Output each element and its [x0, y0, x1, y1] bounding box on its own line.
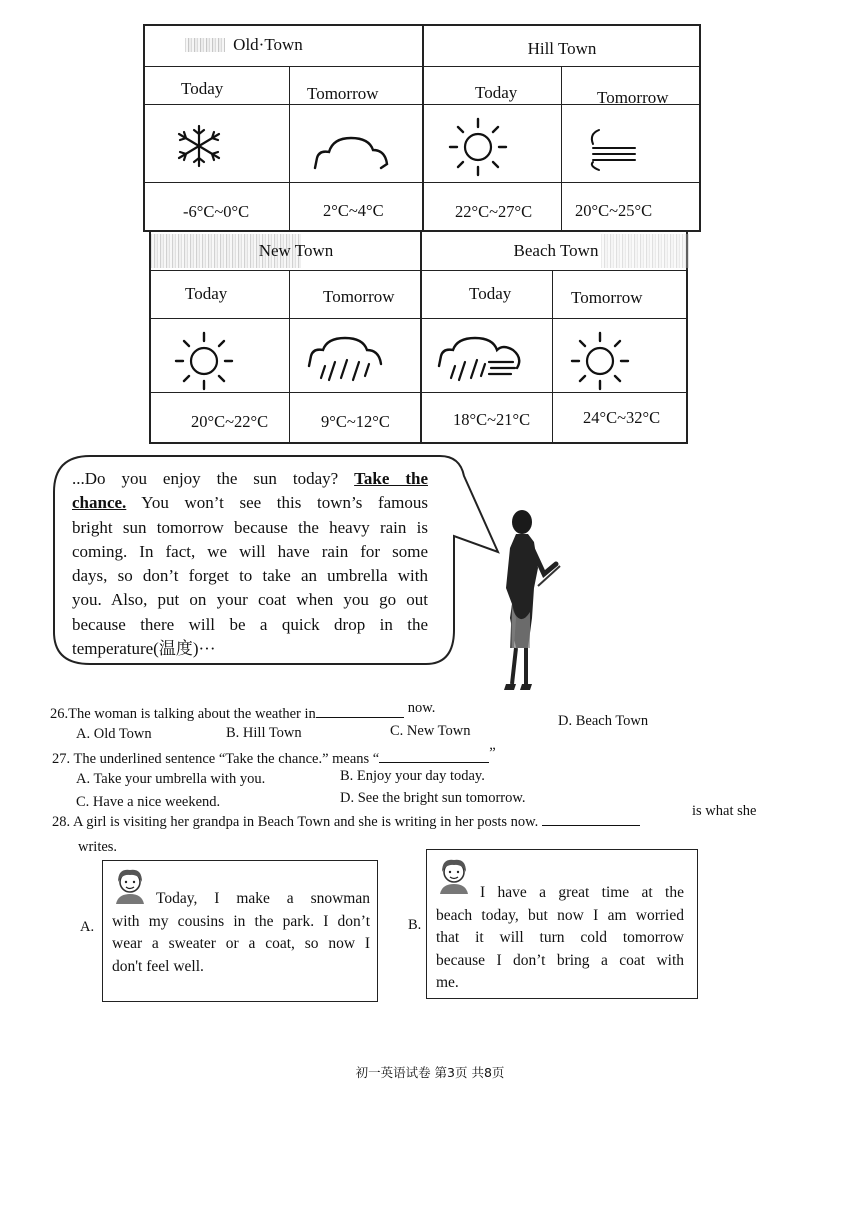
- day-label: Tomorrow: [323, 287, 395, 306]
- sunny-icon: [173, 330, 235, 392]
- day-label: Today: [181, 79, 224, 98]
- divider: [420, 232, 422, 442]
- temperature: -6°C~0°C: [183, 202, 250, 221]
- post-line: don't feel well.: [112, 957, 204, 975]
- divider: [289, 66, 290, 232]
- town-name: Beach Town: [513, 241, 599, 260]
- divider: [422, 26, 424, 232]
- bubble-line: bright sun tomorrow because the heavy rain is: [72, 517, 428, 537]
- post-line: with my cousins in the park. I don’t: [112, 912, 370, 930]
- bubble-text: [72, 467, 428, 661]
- question-continuation: writes.: [78, 839, 118, 855]
- option-b-label[interactable]: B.: [408, 917, 422, 933]
- town-name: New Town: [258, 241, 334, 260]
- temperature: 24°C~32°C: [583, 408, 661, 427]
- weather-table-top: [143, 24, 701, 232]
- answer-blank[interactable]: [379, 748, 489, 763]
- divider: [552, 270, 553, 442]
- option[interactable]: D. See the bright sun tomorrow.: [340, 790, 526, 806]
- question-tail: is what she: [692, 803, 757, 819]
- storm-icon: [433, 336, 525, 386]
- option[interactable]: B. Enjoy your day today.: [340, 768, 485, 784]
- sunny-icon: [447, 116, 509, 178]
- weather-table-bottom: [149, 232, 688, 444]
- post-line: beach today, but now I am worried: [436, 906, 684, 924]
- question-tail: ”: [489, 745, 496, 761]
- option[interactable]: A. Old Town: [76, 726, 152, 742]
- temperature: 18°C~21°C: [453, 410, 531, 429]
- divider: [145, 182, 699, 183]
- town-name: Hill Town: [527, 39, 597, 58]
- question-tail: now.: [407, 700, 436, 716]
- option[interactable]: C. Have a nice weekend.: [76, 794, 221, 810]
- divider: [561, 66, 562, 232]
- bubble-line: temperature(温度)···: [72, 639, 216, 659]
- woman-illustration: [498, 508, 568, 692]
- day-label: Today: [475, 83, 518, 102]
- question-stem: 27. The underlined sentence “Take the chance.” means “: [52, 751, 380, 767]
- bubble-line: [72, 491, 428, 515]
- day-label: Today: [185, 284, 228, 303]
- question-27: [52, 745, 496, 768]
- day-label: Tomorrow: [307, 84, 379, 103]
- temperature: 20°C~25°C: [575, 201, 653, 220]
- option-a-label[interactable]: A.: [80, 919, 95, 935]
- post-line: that it will turn cold tomorrow: [436, 929, 684, 946]
- rain-icon: [303, 336, 389, 386]
- question-26: [50, 700, 436, 723]
- question-stem: 28. A girl is visiting her grandpa in Beach Town and she is writing in her posts now.: [52, 814, 539, 830]
- answer-blank[interactable]: [316, 703, 404, 718]
- post-line: wear a sweater or a coat, so now I: [112, 935, 370, 952]
- sunny-icon: [569, 330, 631, 392]
- answer-blank[interactable]: [542, 811, 640, 826]
- temperature: 22°C~27°C: [455, 202, 533, 221]
- page-footer: 初一英语试卷 第3页 共8页: [355, 1065, 505, 1080]
- temperature: 20°C~22°C: [191, 412, 269, 431]
- cloudy-icon: [309, 130, 395, 172]
- option[interactable]: B. Hill Town: [226, 725, 302, 741]
- question-stem: 26.The woman is talking about the weather in: [50, 706, 316, 722]
- underlined-sentence: Take the: [354, 469, 428, 488]
- town-name: Old·Town: [233, 35, 303, 54]
- bubble-line: because there will be a quick drop in the: [72, 614, 428, 634]
- bubble-line: [72, 467, 428, 491]
- option[interactable]: C. New Town: [390, 723, 471, 739]
- bubble-sentence: You won’t see this town’s famous: [141, 493, 428, 513]
- divider: [289, 270, 290, 442]
- bubble-line: you. Also, put on your coat when you go out: [72, 590, 428, 610]
- underlined-sentence: chance.: [72, 493, 127, 513]
- temperature: 2°C~4°C: [323, 201, 384, 220]
- day-label: Tomorrow: [597, 88, 669, 107]
- divider: [151, 392, 686, 393]
- question-28: [52, 811, 640, 831]
- day-label: Tomorrow: [571, 288, 643, 307]
- post-text-a: [112, 888, 370, 978]
- post-text-b: [436, 882, 684, 995]
- post-line: I have a great time at the: [480, 884, 684, 901]
- post-line: because I don’t bring a coat with: [436, 951, 684, 969]
- bubble-line: days, so don’t forget to take an umbrella with: [72, 566, 428, 586]
- day-label: Today: [469, 284, 512, 303]
- temperature: 9°C~12°C: [321, 412, 390, 431]
- post-line: Today, I make a snowman: [156, 890, 370, 907]
- windy-icon: [585, 128, 641, 172]
- divider: [151, 270, 686, 271]
- snow-icon: [171, 124, 227, 168]
- option[interactable]: A. Take your umbrella with you.: [76, 771, 266, 787]
- option[interactable]: D. Beach Town: [558, 713, 649, 729]
- post-line: me.: [436, 974, 459, 991]
- divider: [145, 66, 699, 67]
- bubble-sentence: ...Do you enjoy the sun today?: [72, 469, 339, 488]
- bubble-line: coming. In fact, we will have rain for some: [72, 541, 428, 561]
- divider: [151, 318, 686, 319]
